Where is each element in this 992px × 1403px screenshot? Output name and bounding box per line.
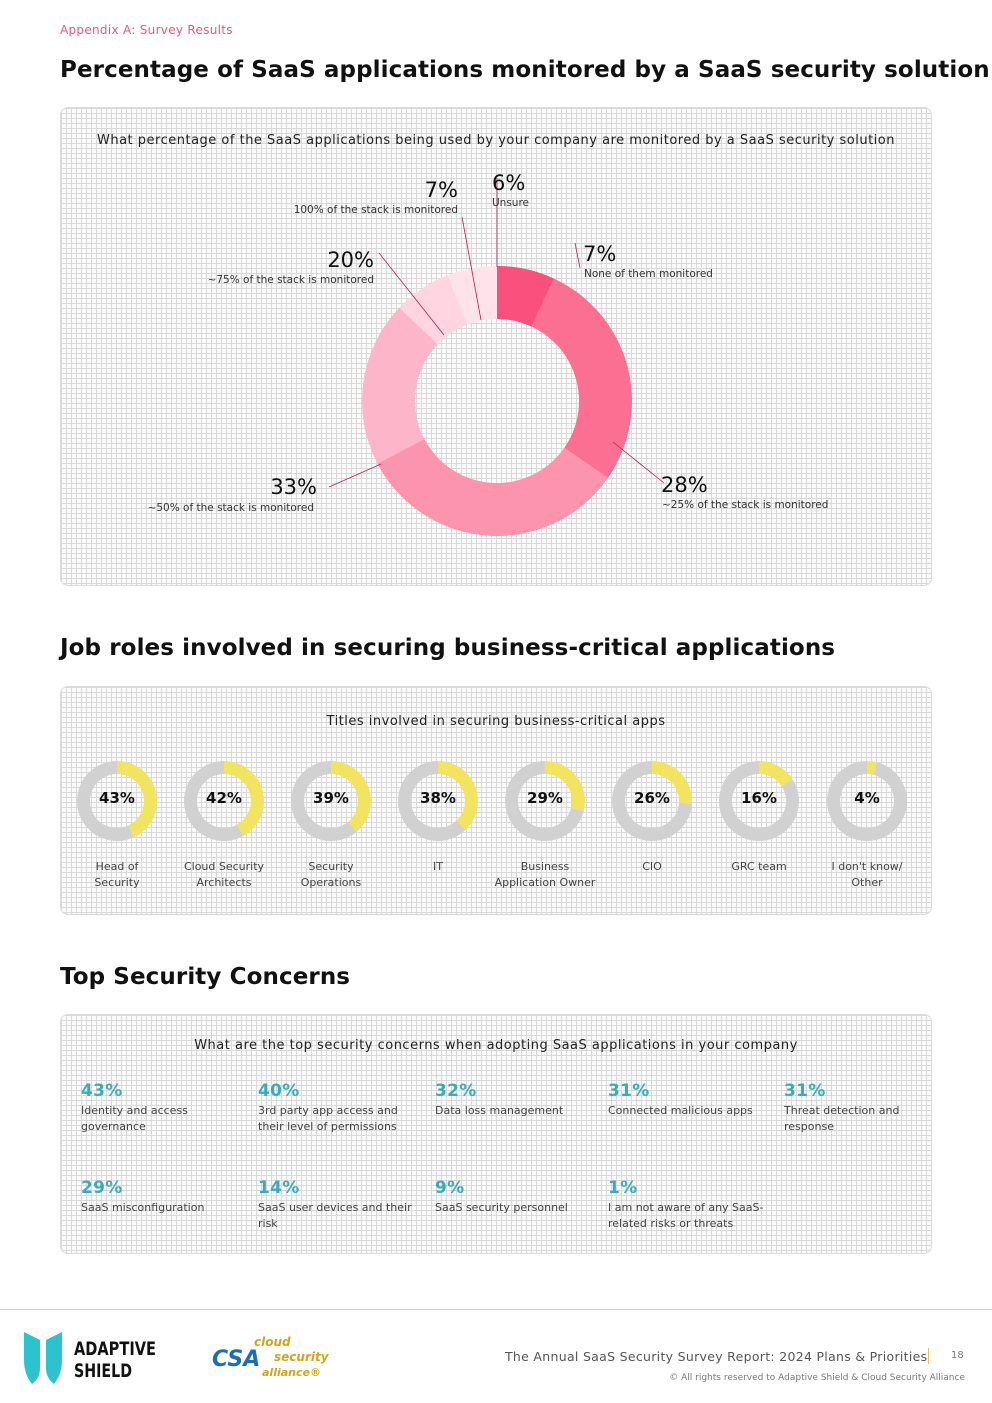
job-role-label: Cloud Security Architects [183, 860, 265, 889]
adaptive-logo-word-2: SHIELD [74, 1360, 132, 1382]
slice-label: None of them monitored [584, 268, 713, 280]
job-role-item [707, 759, 811, 875]
copyright: © All rights reserved to Adaptive Shield & Cloud Security Alliance [669, 1373, 965, 1383]
concern-item [608, 1081, 768, 1119]
section-title-job-roles: Job roles involved in securing business-critical applications [60, 635, 836, 661]
donut-slice [532, 279, 632, 478]
job-role-label: Head of Security [94, 860, 140, 889]
job-role-label: Security Operations [300, 860, 362, 889]
concern-label: SaaS user devices and their risk [258, 1201, 412, 1230]
leader-line [329, 464, 381, 487]
job-role-label: I don't know/ Other [831, 860, 903, 889]
job-role-item [386, 759, 490, 875]
job-role-percentage: 26% [634, 789, 670, 807]
concern-label: Connected malicious apps [608, 1104, 753, 1117]
footer-divider [0, 1309, 992, 1310]
concerns-question: What are the top security concerns when adopting SaaS applications in your company [194, 1038, 798, 1053]
concern-percentage: 40% [258, 1081, 300, 1101]
concern-percentage: 1% [608, 1178, 638, 1198]
adaptive-shield-logo [22, 1330, 162, 1386]
concern-label: SaaS security personnel [435, 1201, 568, 1214]
concern-label: Threat detection and response [784, 1104, 900, 1133]
concern-percentage: 14% [258, 1178, 300, 1198]
job-role-label: IT [433, 860, 443, 873]
appendix-label: Appendix A: Survey Results [60, 23, 233, 37]
slice-label: Unsure [492, 197, 530, 209]
slice-percentage: 7% [424, 178, 458, 202]
monitored-donut-chart [61, 108, 933, 587]
concern-item [81, 1081, 241, 1135]
report-title: The Annual SaaS Security Survey Report: 2024 Plans & Priorities [505, 1349, 928, 1364]
job-role-label: Business Application Owner [494, 860, 596, 889]
concern-item [81, 1178, 241, 1216]
leader-line [613, 442, 664, 483]
slice-label: ~25% of the stack is monitored [662, 499, 829, 511]
leader-line [575, 243, 580, 268]
concern-label: SaaS misconfiguration [81, 1201, 205, 1214]
job-role-label: GRC team [731, 860, 787, 873]
concern-item [435, 1178, 595, 1216]
job-role-percentage: 29% [527, 789, 563, 807]
donut-filled [759, 761, 793, 787]
concern-item [258, 1081, 418, 1135]
slice-label: 100% of the stack is monitored [293, 204, 458, 216]
job-role-percentage: 42% [206, 789, 242, 807]
monitored-question: What percentage of the SaaS applications being used by your company are monitored by a SaaS security solution [97, 133, 895, 148]
job-role-item [815, 759, 919, 891]
concern-percentage: 9% [435, 1178, 465, 1198]
section-title-saas-monitored: Percentage of SaaS applications monitored by a SaaS security solution [60, 57, 990, 83]
job-role-item [172, 759, 276, 891]
csa-logo-word-cloud: cloud [254, 1335, 291, 1349]
slice-percentage: 33% [270, 475, 317, 499]
job-role-percentage: 39% [313, 789, 349, 807]
csa-logo-letters: CSA [212, 1347, 261, 1372]
job-role-item [279, 759, 383, 891]
adaptive-logo-word-1: ADAPTIVE [74, 1338, 156, 1360]
job-role-label: CIO [642, 860, 662, 873]
slice-percentage: 20% [327, 248, 374, 272]
concern-item [608, 1178, 773, 1232]
csa-logo [212, 1334, 342, 1384]
concern-percentage: 32% [435, 1081, 477, 1101]
footer-separator [928, 1348, 929, 1364]
concern-label: Data loss management [435, 1104, 564, 1117]
job-roles-panel [60, 686, 932, 915]
monitored-chart-panel [60, 107, 932, 586]
concern-percentage: 43% [81, 1081, 123, 1101]
slice-label: ~75% of the stack is monitored [207, 274, 374, 286]
concern-percentage: 31% [608, 1081, 650, 1101]
page-number: 18 [951, 1350, 964, 1361]
concern-percentage: 31% [784, 1081, 826, 1101]
slice-percentage: 6% [492, 171, 526, 195]
csa-logo-word-security: security [274, 1350, 329, 1364]
job-role-item [65, 759, 169, 891]
job-role-percentage: 43% [99, 789, 135, 807]
slice-label: ~50% of the stack is monitored [147, 502, 314, 514]
concerns-panel [60, 1014, 932, 1254]
job-roles-question: Titles involved in securing business-critical apps [326, 714, 666, 729]
job-role-item [600, 759, 704, 875]
concern-label: I am not aware of any SaaS-related risks or threats [608, 1201, 764, 1230]
job-role-item [493, 759, 597, 891]
section-title-concerns: Top Security Concerns [60, 964, 351, 990]
concern-percentage: 29% [81, 1178, 123, 1198]
csa-logo-word-alliance: alliance® [262, 1366, 321, 1379]
concern-item [435, 1081, 595, 1119]
adaptive-shield-icon [24, 1332, 40, 1384]
concern-label: Identity and access governance [81, 1104, 188, 1133]
slice-percentage: 7% [583, 242, 617, 266]
concern-item [258, 1178, 418, 1232]
slice-percentage: 28% [661, 473, 708, 497]
concern-label: 3rd party app access and their level of permissions [258, 1104, 398, 1133]
job-role-percentage: 38% [420, 789, 456, 807]
job-role-percentage: 16% [741, 789, 777, 807]
job-role-percentage: 4% [854, 789, 880, 807]
concern-item [784, 1081, 944, 1135]
